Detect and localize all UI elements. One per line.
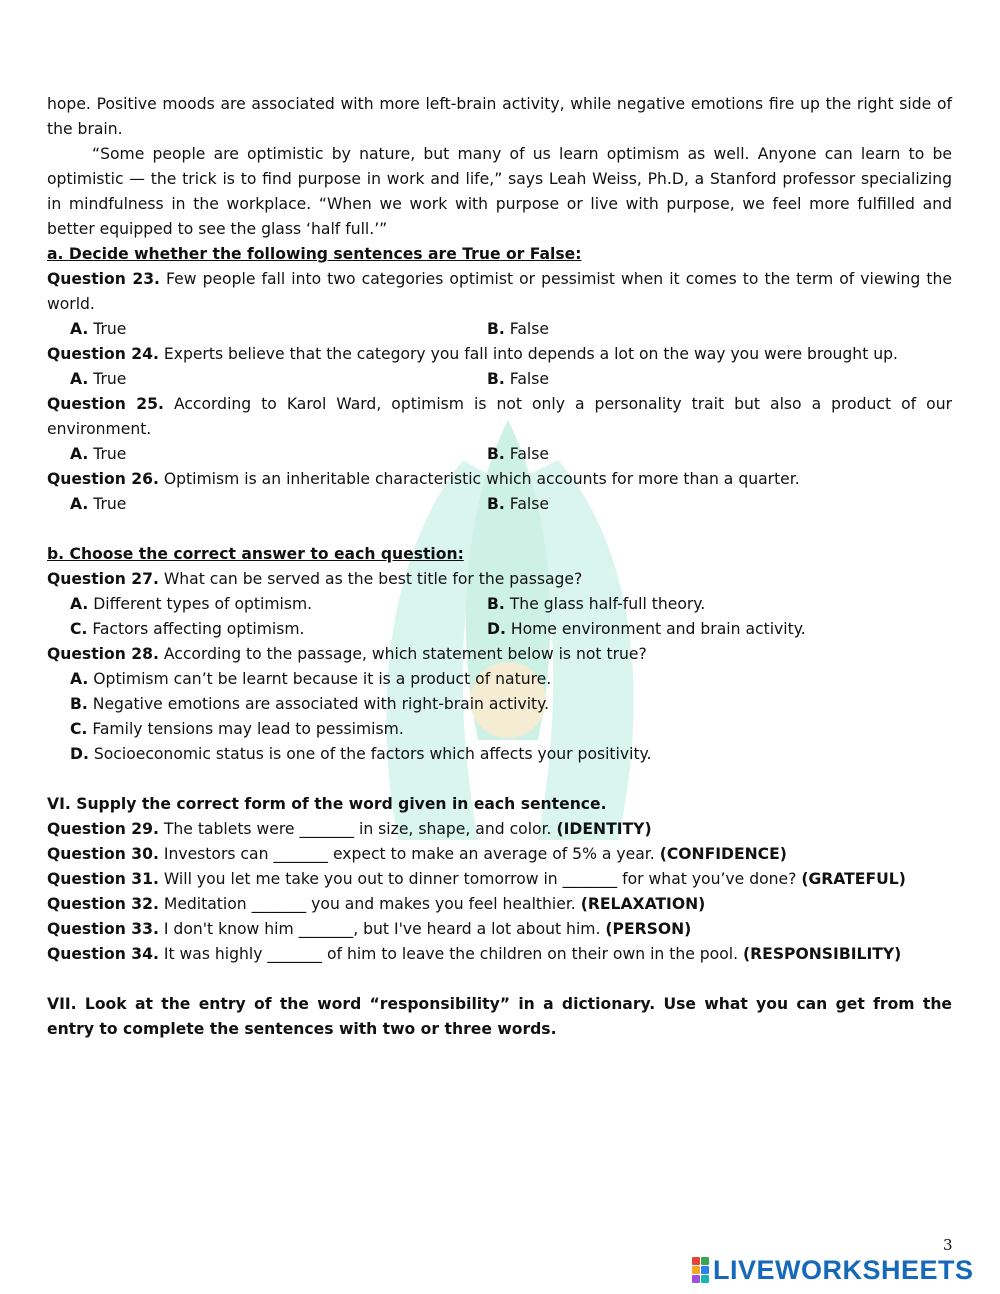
question-31	[47, 867, 952, 892]
option-c[interactable]	[47, 717, 952, 742]
option-text: True	[93, 495, 127, 513]
logo-grid-icon	[692, 1257, 709, 1283]
option-a[interactable]	[70, 492, 487, 517]
option-text: Family tensions may lead to pessimism.	[92, 720, 404, 738]
option-b[interactable]	[47, 692, 952, 717]
option-text: Home environment and brain activity.	[510, 620, 806, 638]
option-a[interactable]	[70, 367, 487, 392]
question-text: Experts believe that the category you fall into depends a lot on the way you were brought up.	[163, 345, 898, 363]
question-32	[47, 892, 952, 917]
question-text: The tablets were _______ in size, shape, and color.	[163, 820, 552, 838]
question-label: Question 32.	[47, 895, 159, 913]
option-letter: D.	[70, 745, 89, 763]
option-text: False	[509, 370, 549, 388]
option-letter: C.	[70, 620, 88, 638]
word-hint: (GRATEFUL)	[801, 870, 906, 888]
question-label: Question 28.	[47, 645, 159, 663]
logo-cell	[692, 1257, 700, 1265]
question-label: Question 30.	[47, 845, 159, 863]
option-d[interactable]	[487, 617, 904, 642]
option-text: Socioeconomic status is one of the factors which affects your positivity.	[93, 745, 652, 763]
question-label: Question 24.	[47, 345, 159, 363]
word-hint: (IDENTITY)	[556, 820, 652, 838]
option-b[interactable]	[487, 367, 904, 392]
question-27	[47, 567, 952, 642]
page-number: 3	[943, 1236, 953, 1254]
option-text: Optimism can’t be learnt because it is a product of nature.	[93, 670, 552, 688]
logo-text: LIVEWORKSHEETS	[713, 1254, 974, 1285]
word-hint: (RELAXATION)	[580, 895, 706, 913]
option-letter: A.	[70, 670, 89, 688]
question-text: Meditation _______ you and makes you feel healthier.	[163, 895, 576, 913]
question-33	[47, 917, 952, 942]
option-b[interactable]	[487, 317, 904, 342]
liveworksheets-logo[interactable]	[692, 1255, 974, 1285]
question-23	[47, 267, 952, 342]
option-text: True	[93, 445, 127, 463]
option-b[interactable]	[487, 592, 904, 617]
question-29	[47, 817, 952, 842]
question-label: Question 26.	[47, 470, 159, 488]
option-letter: B.	[487, 320, 505, 338]
option-text: True	[93, 370, 127, 388]
option-text: False	[509, 320, 549, 338]
question-label: Question 34.	[47, 945, 159, 963]
word-hint: (PERSON)	[605, 920, 692, 938]
section-a-heading: a. Decide whether the following sentences are True or False:	[47, 245, 582, 263]
option-a[interactable]	[70, 317, 487, 342]
option-a[interactable]	[47, 667, 952, 692]
option-letter: B.	[487, 445, 505, 463]
passage-paragraph: hope. Positive moods are associated with more left-brain activity, while negative emotions fire up the right side of the brain.	[47, 95, 952, 138]
option-a[interactable]	[70, 592, 487, 617]
logo-cell	[701, 1266, 709, 1274]
option-letter: D.	[487, 620, 506, 638]
question-text: Optimism is an inheritable characteristic which accounts for more than a quarter.	[163, 470, 800, 488]
question-label: Question 29.	[47, 820, 159, 838]
option-text: True	[93, 320, 127, 338]
question-28	[47, 642, 952, 767]
question-label: Question 33.	[47, 920, 159, 938]
question-30	[47, 842, 952, 867]
option-c[interactable]	[70, 617, 487, 642]
option-letter: B.	[487, 495, 505, 513]
question-text: Will you let me take you out to dinner tomorrow in _______ for what you’ve done?	[163, 870, 797, 888]
question-25	[47, 392, 952, 467]
worksheet-page	[47, 92, 952, 1042]
option-letter: A.	[70, 320, 89, 338]
question-label: Question 25.	[47, 395, 164, 413]
section-vi-heading: VI. Supply the correct form of the word given in each sentence.	[47, 795, 607, 813]
logo-cell	[701, 1275, 709, 1283]
word-hint: (CONFIDENCE)	[659, 845, 787, 863]
question-text: According to the passage, which statement below is not true?	[163, 645, 647, 663]
option-letter: B.	[70, 695, 88, 713]
question-34	[47, 942, 952, 967]
option-text: Different types of optimism.	[93, 595, 313, 613]
question-text: Few people fall into two categories optimist or pessimist when it comes to the term of viewing the world.	[47, 270, 952, 313]
option-a[interactable]	[70, 442, 487, 467]
passage-paragraph: “Some people are optimistic by nature, but many of us learn optimism as well. Anyone can learn to be optimistic — the trick is to find purpose in work and life,” says Leah Weiss, Ph.D, a Stanford professor specializing in mindfulness in the workplace. “When we work with purpose or live with purpose, we feel more fulfilled and better equipped to see the glass ‘half full.’”	[47, 145, 952, 238]
option-text: Factors affecting optimism.	[92, 620, 305, 638]
option-letter: B.	[487, 370, 505, 388]
logo-cell	[701, 1257, 709, 1265]
word-hint: (RESPONSIBILITY)	[743, 945, 902, 963]
question-label: Question 31.	[47, 870, 159, 888]
section-b-heading: b. Choose the correct answer to each question:	[47, 545, 464, 563]
question-text: Investors can _______ expect to make an average of 5% a year.	[163, 845, 655, 863]
question-text: I don't know him _______, but I've heard a lot about him.	[163, 920, 601, 938]
option-b[interactable]	[487, 442, 904, 467]
option-letter: B.	[487, 595, 505, 613]
question-24	[47, 342, 952, 392]
logo-cell	[692, 1275, 700, 1283]
option-text: The glass half-full theory.	[509, 595, 706, 613]
question-text: What can be served as the best title for the passage?	[163, 570, 583, 588]
option-letter: A.	[70, 370, 89, 388]
option-text: Negative emotions are associated with right-brain activity.	[92, 695, 550, 713]
option-text: False	[509, 495, 549, 513]
logo-cell	[692, 1266, 700, 1274]
question-text: It was highly _______ of him to leave the children on their own in the pool.	[163, 945, 739, 963]
option-text: False	[509, 445, 549, 463]
option-letter: A.	[70, 445, 89, 463]
option-b[interactable]	[487, 492, 904, 517]
option-d[interactable]	[47, 742, 952, 767]
question-26	[47, 467, 952, 517]
question-label: Question 23.	[47, 270, 160, 288]
question-label: Question 27.	[47, 570, 159, 588]
section-vii-heading: VII. Look at the entry of the word “responsibility” in a dictionary. Use what you can get from the entry to complete the sentences with two or three words.	[47, 995, 952, 1038]
option-letter: A.	[70, 495, 89, 513]
option-letter: A.	[70, 595, 89, 613]
question-text: According to Karol Ward, optimism is not only a personality trait but also a product of our environment.	[47, 395, 952, 438]
option-letter: C.	[70, 720, 88, 738]
